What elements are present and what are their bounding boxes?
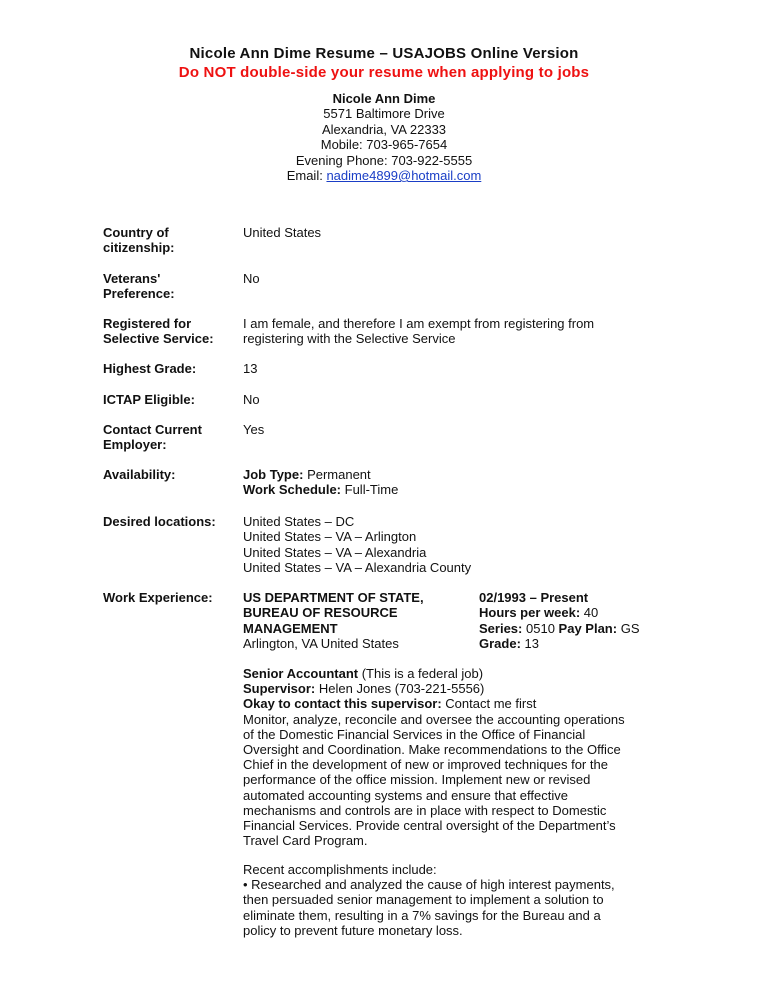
accomplishment-line: then persuaded senior management to implement a solution to — [243, 892, 604, 908]
field-label: Availability: — [103, 467, 176, 482]
field-label: Desired locations: — [103, 514, 216, 529]
field-label — [103, 225, 238, 256]
label-line: Contact Current — [103, 422, 202, 437]
field-value — [243, 316, 663, 347]
duty-line: automated accounting systems and ensure that effective — [243, 787, 568, 803]
field-label: Highest Grade: — [103, 361, 197, 376]
label-line: Registered for — [103, 316, 192, 331]
field-value: Yes — [243, 422, 265, 437]
employer-block — [243, 590, 473, 651]
address-line-1: 5571 Baltimore Drive — [323, 106, 445, 122]
series-value: 0510 — [526, 620, 555, 636]
field-label — [103, 271, 238, 302]
field-value — [243, 467, 663, 498]
field-label: Work Experience: — [103, 590, 213, 605]
contact-block — [0, 91, 768, 183]
hours-label: Hours per week: — [479, 605, 581, 621]
duty-line: Travel Card Program. — [243, 833, 368, 849]
position-title: Senior Accountant — [243, 666, 359, 681]
schedule-line — [243, 482, 663, 497]
accomplishment-line: eliminate them, resulting in a 7% savings for the Bureau and a — [243, 907, 601, 923]
schedule-label: Work Schedule: — [243, 482, 342, 498]
email-link[interactable]: nadime4899@hotmail.com — [326, 168, 482, 184]
accomplishments-block — [243, 862, 668, 938]
accomplishment-line: • Researched and analyzed the cause of high interest payments, — [243, 877, 615, 893]
series-line — [479, 621, 669, 636]
grade-label: Grade: — [479, 635, 521, 651]
duty-line: of the Domestic Financial Services in the Office of Financial — [243, 726, 586, 742]
hours-value: 40 — [583, 605, 599, 621]
position-line — [243, 666, 668, 681]
payplan-label: Pay Plan: — [558, 620, 618, 636]
email-line — [0, 168, 768, 183]
field-value — [243, 514, 663, 575]
job-type-value: Permanent — [307, 467, 371, 482]
address-line-2: Alexandria, VA 22333 — [321, 121, 447, 137]
location-item: United States – VA – Alexandria County — [243, 559, 472, 575]
label-line: Employer: — [103, 437, 167, 453]
field-value: United States — [243, 225, 322, 240]
label-line: Veterans' — [103, 271, 161, 286]
schedule-value: Full-Time — [344, 482, 399, 498]
duty-line: Oversight and Coordination. Make recommendations to the Office — [243, 742, 621, 758]
payplan-value: GS — [620, 620, 640, 636]
duty-line: Monitor, analyze, reconcile and oversee the accounting operations — [243, 711, 625, 727]
okay-contact-label: Okay to contact this supervisor: — [243, 696, 442, 712]
value-line: I am female, and therefore I am exempt from registering from — [243, 316, 595, 331]
label-line: Selective Service: — [103, 331, 214, 347]
field-label — [103, 316, 238, 347]
location-item: United States – VA – Arlington — [243, 529, 417, 545]
accomplishments-intro: Recent accomplishments include: — [243, 862, 437, 877]
supervisor-label: Supervisor: — [243, 681, 316, 697]
label-line: citizenship: — [103, 240, 175, 256]
okay-contact-value: Contact me first — [445, 696, 537, 712]
email-label: Email: — [286, 168, 323, 184]
location-item: United States – DC — [243, 514, 355, 529]
label-line: Preference: — [103, 286, 175, 302]
duty-line: performance of the office mission. Implement new or revised — [243, 772, 591, 788]
employer-location: Arlington, VA United States — [243, 635, 399, 651]
duty-line: Financial Services. Provide central oversight of the Department’s — [243, 818, 616, 834]
series-label: Series: — [479, 620, 523, 636]
job-details-block — [479, 590, 669, 651]
employer-line: US DEPARTMENT OF STATE, — [243, 590, 424, 605]
location-item: United States – VA – Alexandria — [243, 544, 427, 560]
accomplishment-line: policy to prevent future monetary loss. — [243, 922, 463, 938]
supervisor-line — [243, 681, 668, 696]
okay-contact-line — [243, 696, 668, 711]
position-note: (This is a federal job) — [361, 666, 484, 681]
field-value: 13 — [243, 361, 258, 376]
position-block — [243, 666, 668, 848]
grade-line — [479, 636, 669, 651]
field-value: No — [243, 271, 260, 286]
field-label — [103, 422, 238, 453]
value-line: registering with the Selective Service — [243, 331, 456, 347]
print-warning: Do NOT double-side your resume when applying to jobs — [178, 64, 590, 81]
job-dates: 02/1993 – Present — [479, 590, 589, 605]
job-type-line — [243, 467, 663, 482]
resume-title: Nicole Ann Dime Resume – USAJOBS Online Version — [189, 45, 579, 62]
field-value: No — [243, 392, 260, 407]
evening-phone: Evening Phone: 703-922-5555 — [295, 152, 473, 168]
employer-line: BUREAU OF RESOURCE — [243, 605, 398, 621]
duty-line: mechanisms and controls are in place with respect to Domestic — [243, 802, 607, 818]
label-line: Country of — [103, 225, 169, 240]
employer-line: MANAGEMENT — [243, 620, 338, 636]
hours-line — [479, 605, 669, 620]
grade-value: 13 — [524, 635, 539, 651]
mobile-phone: Mobile: 703-965-7654 — [320, 137, 448, 153]
job-type-label: Job Type: — [243, 467, 304, 482]
applicant-name: Nicole Ann Dime — [332, 91, 436, 106]
field-label: ICTAP Eligible: — [103, 392, 195, 407]
duty-line: Chief in the development of new or improved techniques for the — [243, 757, 608, 773]
supervisor-value: Helen Jones (703-221-5556) — [318, 681, 485, 697]
section-work-experience — [103, 590, 663, 945]
